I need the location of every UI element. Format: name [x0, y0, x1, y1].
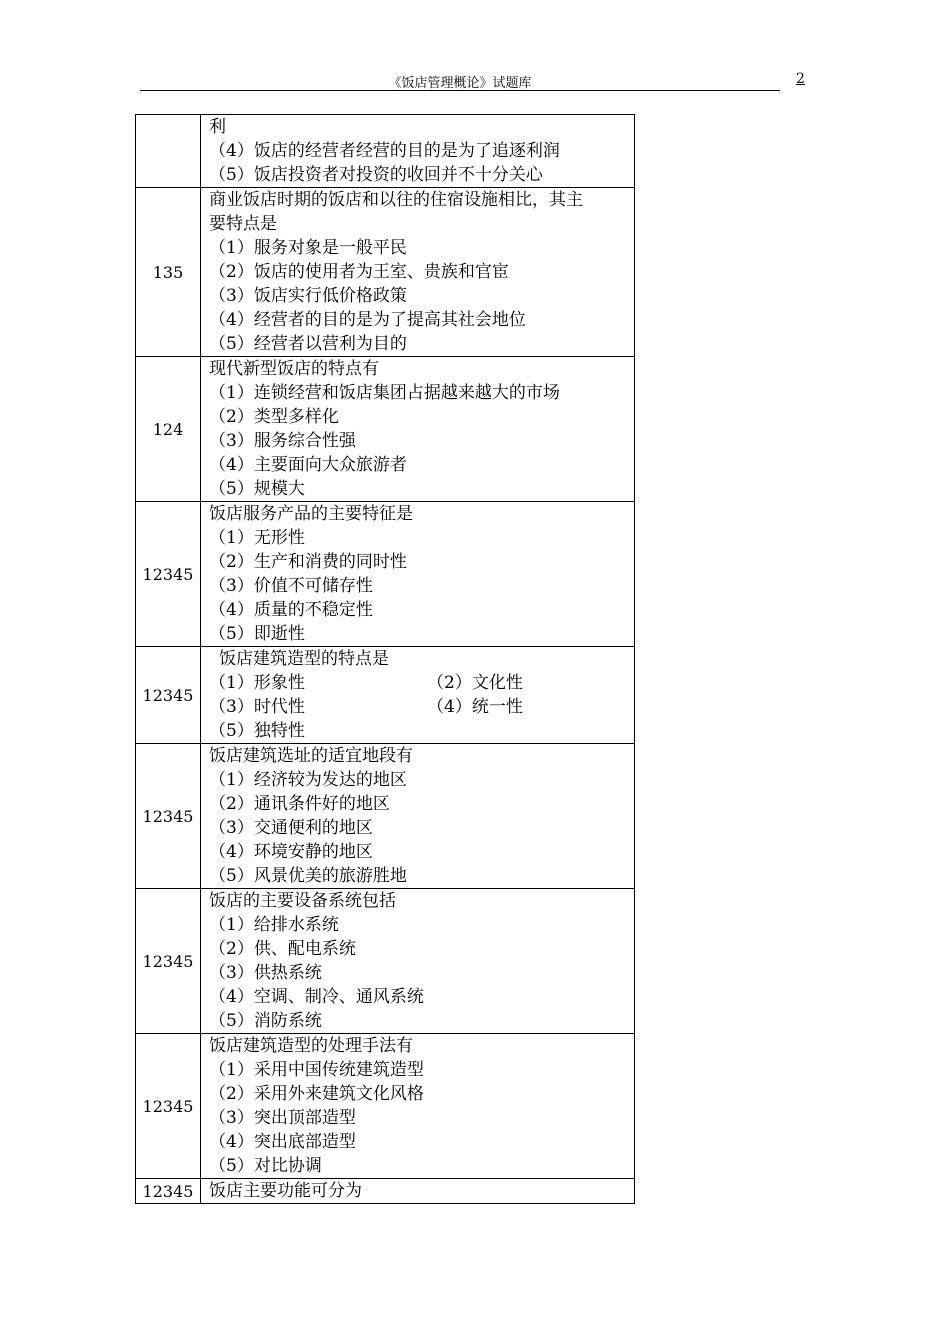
option: （2）文化性	[427, 673, 523, 693]
table-row	[136, 889, 635, 1034]
option: （5）消防系统	[209, 1011, 322, 1031]
answer-cell: 12345	[136, 647, 201, 744]
answer-cell: 12345	[136, 502, 201, 647]
option: （4）突出底部造型	[209, 1132, 356, 1152]
option: （1）形象性	[209, 673, 305, 693]
question-stem: 要特点是	[209, 214, 277, 234]
option: （2）供、配电系统	[209, 939, 356, 959]
question-stem: 商业饭店时期的饭店和以往的住宿设施相比，其主	[209, 190, 583, 210]
question-table	[135, 114, 635, 1204]
table-row	[136, 357, 635, 502]
option: （5）规模大	[209, 479, 305, 499]
option: （2）通讯条件好的地区	[209, 794, 390, 814]
option: （4）质量的不稳定性	[209, 600, 373, 620]
answer-cell: 124	[136, 357, 201, 502]
option: （3）服务综合性强	[209, 431, 356, 451]
option: （3）时代性	[209, 697, 305, 717]
option-row	[209, 695, 634, 719]
option: （3）饭店实行低价格政策	[209, 286, 407, 306]
option: （2）饭店的使用者为王室、贵族和官宦	[209, 262, 509, 282]
option: （5）即逝性	[209, 624, 305, 644]
option: （5）风景优美的旅游胜地	[209, 866, 407, 886]
option: （4）饭店的经营者经营的目的是为了追逐利润	[209, 141, 560, 161]
option: （5）饭店投资者对投资的收回并不十分关心	[209, 165, 543, 185]
table-row	[136, 1034, 635, 1179]
table-row	[136, 1179, 635, 1204]
option: （2）生产和消费的同时性	[209, 552, 407, 572]
option: （4）空调、制冷、通风系统	[209, 987, 424, 1007]
question-stem: 饭店的主要设备系统包括	[209, 891, 396, 911]
question-stem: 饭店建筑选址的适宜地段有	[209, 746, 413, 766]
option: （4）主要面向大众旅游者	[209, 455, 407, 475]
option: （5）对比协调	[209, 1156, 322, 1176]
question-cell	[201, 889, 635, 1034]
question-cell	[201, 1179, 635, 1204]
option-row	[209, 671, 634, 695]
answer-cell: 12345	[136, 744, 201, 889]
question-cell	[201, 502, 635, 647]
page-header	[140, 70, 780, 91]
option: （1）连锁经营和饭店集团占据越来越大的市场	[209, 383, 560, 403]
option: （4）经营者的目的是为了提高其社会地位	[209, 310, 526, 330]
option: （4）统一性	[427, 697, 523, 717]
table-row	[136, 744, 635, 889]
question-cell	[201, 115, 635, 188]
option: （1）采用中国传统建筑造型	[209, 1060, 424, 1080]
header-title: 《饭店管理概论》试题库	[388, 76, 532, 91]
answer-cell: 12345	[136, 889, 201, 1034]
page-number: 2	[796, 71, 805, 87]
option: （4）环境安静的地区	[209, 842, 373, 862]
option: （1）无形性	[209, 528, 305, 548]
question-stem: 饭店建筑造型的处理手法有	[209, 1036, 413, 1056]
option: （2）采用外来建筑文化风格	[209, 1084, 424, 1104]
option: （3）交通便利的地区	[209, 818, 373, 838]
table-row	[136, 502, 635, 647]
question-stem: 饭店建筑造型的特点是	[219, 649, 389, 669]
answer-cell	[136, 115, 201, 188]
table-row	[136, 647, 635, 744]
table-row	[136, 188, 635, 357]
answer-cell: 12345	[136, 1034, 201, 1179]
option: （5）独特性	[209, 721, 305, 741]
question-cell	[201, 744, 635, 889]
option: （1）经济较为发达的地区	[209, 770, 407, 790]
question-stem: 饭店主要功能可分为	[209, 1181, 362, 1201]
option: （3）供热系统	[209, 963, 322, 983]
option: （3）价值不可储存性	[209, 576, 373, 596]
question-stem: 利	[209, 117, 226, 137]
answer-cell: 135	[136, 188, 201, 357]
option: （2）类型多样化	[209, 407, 339, 427]
question-cell	[201, 357, 635, 502]
option: （3）突出顶部造型	[209, 1108, 356, 1128]
option: （1）给排水系统	[209, 915, 339, 935]
question-cell	[201, 647, 635, 744]
question-cell	[201, 188, 635, 357]
question-stem: 饭店服务产品的主要特征是	[209, 504, 413, 524]
option: （1）服务对象是一般平民	[209, 238, 407, 258]
option: （5）经营者以营利为目的	[209, 334, 407, 354]
question-stem: 现代新型饭店的特点有	[209, 359, 379, 379]
question-cell	[201, 1034, 635, 1179]
answer-cell: 12345	[136, 1179, 201, 1204]
table-row	[136, 115, 635, 188]
